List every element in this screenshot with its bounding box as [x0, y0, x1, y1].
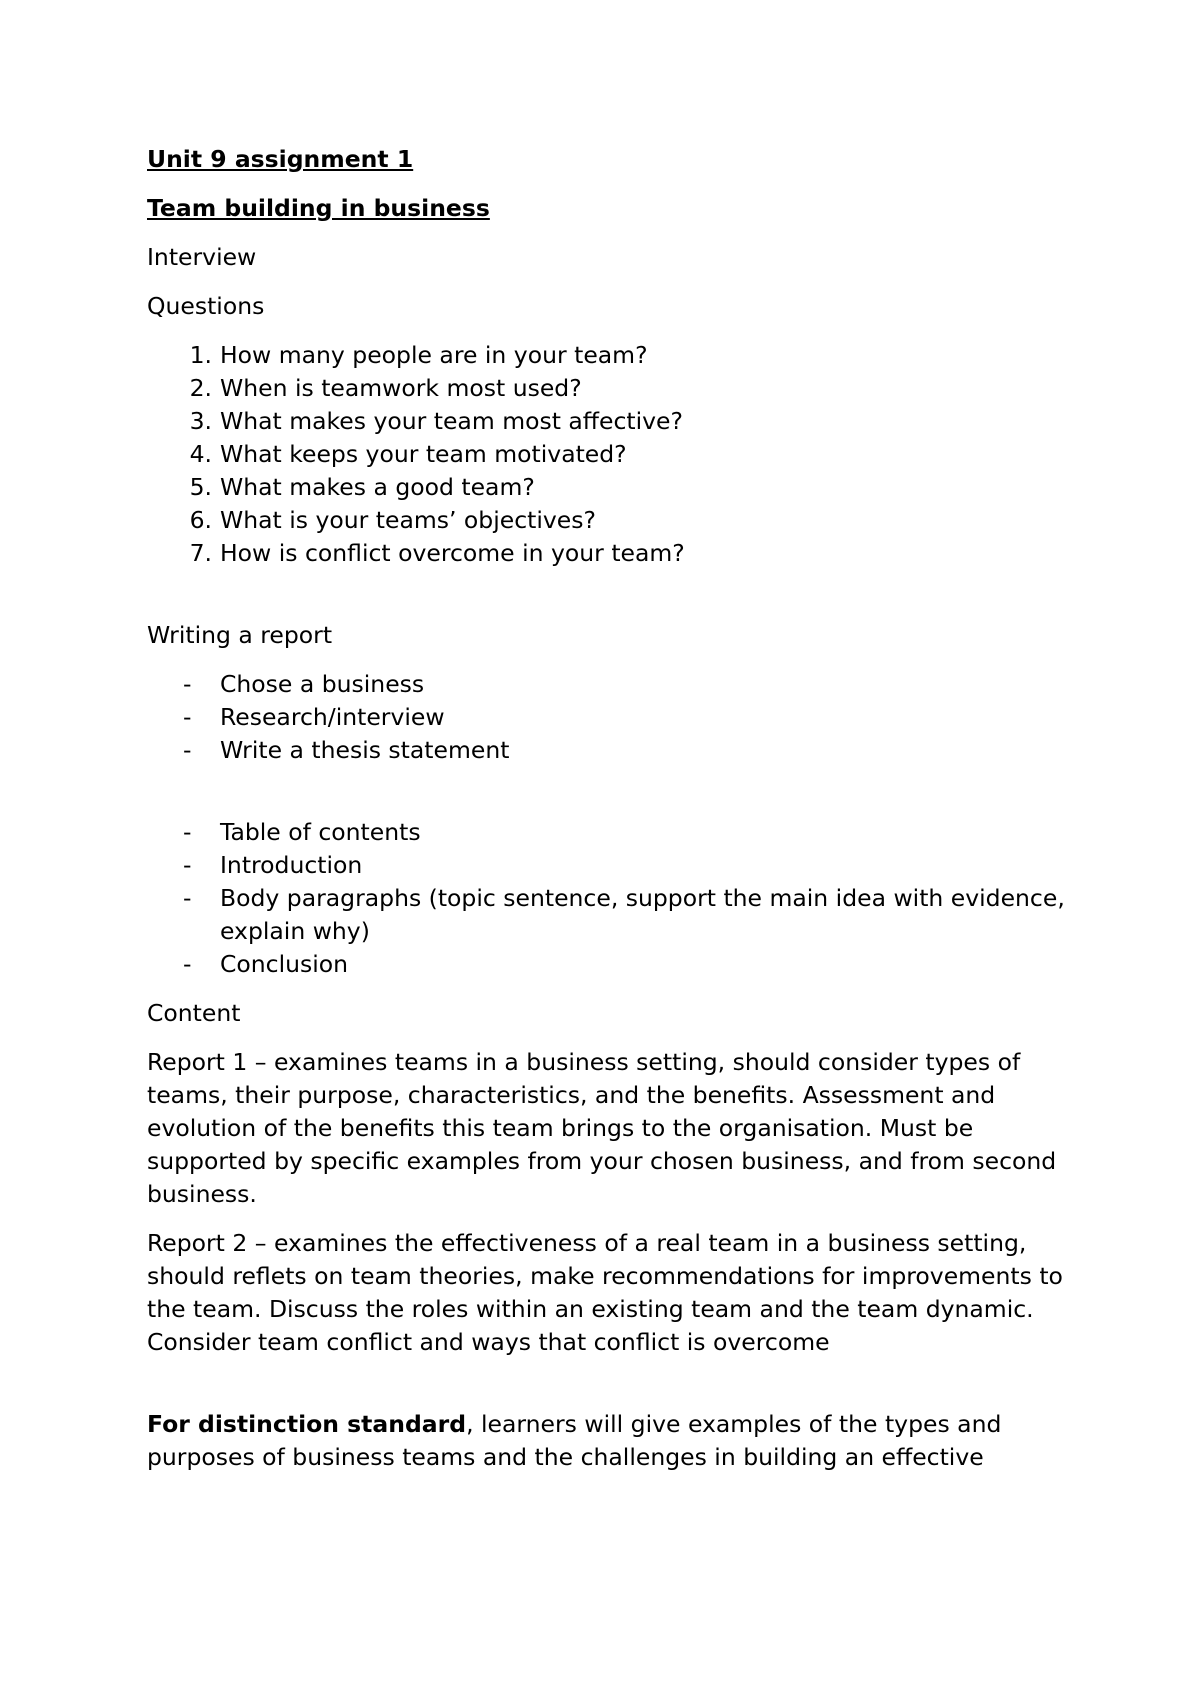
list-item: - Body paragraphs (topic sentence, support the main idea with evidence, explain why): [183, 884, 1065, 945]
list-item: 4. What keeps your team motivated?: [189, 440, 627, 468]
list-item: 7. How is conflict overcome in your team?: [189, 539, 685, 567]
distinction-bold: For distinction standard: [147, 1410, 467, 1438]
interview-label: Interview: [147, 243, 257, 271]
document-page: [147, 143, 1087, 1490]
list-item: - Table of contents: [183, 818, 421, 846]
list-item: - Research/interview: [183, 703, 445, 731]
list-item: 3. What makes your team most affective?: [189, 407, 683, 435]
report-label: Writing a report: [147, 621, 333, 649]
list-item: 1. How many people are in your team?: [189, 341, 648, 369]
questions-label: Questions: [147, 292, 265, 320]
distinction-text: , learners will give examples of the types and purposes of business teams and the challenges in building an effective: [147, 1410, 1002, 1471]
content-label: Content: [147, 999, 241, 1027]
document-subtitle: Team building in business: [147, 194, 490, 222]
list-item: - Conclusion: [183, 950, 349, 978]
questions-list: [147, 339, 1087, 570]
list-item: 5. What makes a good team?: [189, 473, 535, 501]
list-item: - Chose a business: [183, 670, 425, 698]
report2-paragraph: Report 2 – examines the effectiveness of a real team in a business setting, should reflets on team theories, make recommendations for improvements to the team. Discuss the roles within an existing team and the team dynamic. Consider team conflict and ways that conflict is overcome: [147, 1229, 1063, 1356]
list-item: - Introduction: [183, 851, 363, 879]
distinction-paragraph: [147, 1408, 1087, 1474]
document-title: Unit 9 assignment 1: [147, 145, 414, 173]
report-steps-list: [147, 668, 1087, 767]
list-item: - Write a thesis statement: [183, 736, 510, 764]
report-structure-list: [147, 816, 1087, 981]
list-item: 2. When is teamwork most used?: [189, 374, 582, 402]
report1-paragraph: Report 1 – examines teams in a business setting, should consider types of teams, their purpose, characteristics, and the benefits. Assessment and evolution of the benefits this team brings to the organisation. Must be supported by specific examples from your chosen business, and from second business.: [147, 1048, 1057, 1208]
list-item: 6. What is your teams’ objectives?: [189, 506, 596, 534]
